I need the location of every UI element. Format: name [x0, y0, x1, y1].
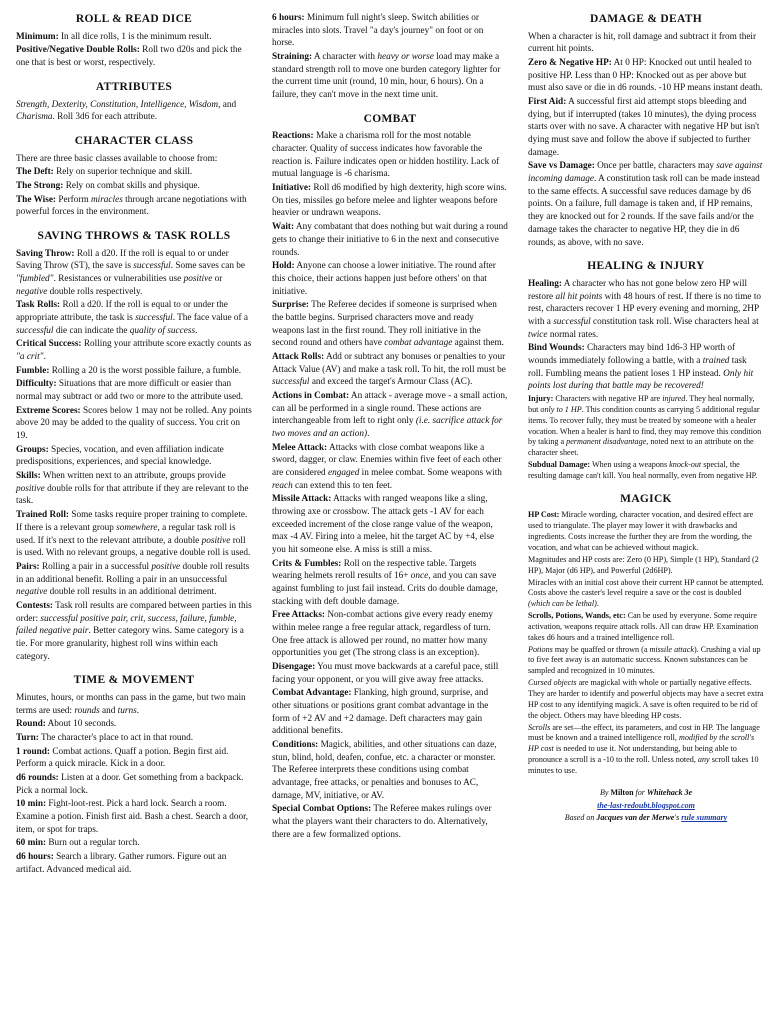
time-6-hours: 6 hours: Minimum full night's sleep. Switch abilities or miracles into slots. Travel "a day's journey" on foot or on horse. — [272, 13, 484, 49]
combat-initiative: Initiative: Roll d6 modified by high dexterity, high score wins. On ties, missiles go before melee and lighter weapons before heavier or undrawn weapons. — [272, 183, 507, 219]
rule-difficulty: Difficulty: Situations that are more difficult or easier than normal may subtract or add two or more to the attribute used. — [16, 379, 244, 403]
combat-wait: Wait: Any combatant that does nothing but wait during a round gets to change their initiative to 6 in the next and consecutive rounds. — [272, 222, 508, 258]
magick-scrolls: Scrolls are set—the effect, its parameters, and cost in HP. The language must be known and a trained intelligence roll, modified by the scroll's HP cost is needed to use it. Not understanding, but being able to pronounce a scroll is a -10 to the roll. Unless noted, any scroll takes 10 minutes to use. — [528, 722, 760, 775]
magick-cursed-objects: Cursed objects are magickal with whole or partially negative effects. They are harder to identify and powerful objects may have a secret extra HP cost to any identifying magick. A save is often required to be rid of the object. Others may have bleeding HP costs. — [528, 678, 764, 720]
combat-attack-rolls: Attack Rolls: Add or subtract any bonuses or penalties to your Attack Value (AV) and make a task roll. To hit, the roll must be successful and exceed the target's Armour Class (AC). — [272, 351, 506, 388]
class-strong: The Strong: Rely on combat skills and physique. — [16, 180, 200, 191]
credits-blog-line — [528, 800, 764, 813]
combat-actions: Actions in Combat: An attack - average move - a small action, can all be performed in a single round. These actions are interchangeable from left to right only (i.e. sacrifice attack for two moves and an action). — [272, 390, 508, 439]
rule-task-rolls: Task Rolls: Roll a d20. If the roll is equal to or under the appropriate attribute, the task is successful. The face value of a successful die can indicate the quality of success. — [16, 300, 249, 336]
class-wise: The Wise: Perform miracles through arcane negotiations with powerful forces in the environment. — [16, 194, 247, 218]
time-turn: Turn: The character's place to act in that round. — [16, 732, 194, 743]
time-intro: Minutes, hours, or months can pass in the game, but two main terms are used: rounds and turns. — [16, 692, 246, 716]
healing-injury: Injury: Characters with negative HP are injured. They heal normally, but only to 1 HP. This condition counts as carrying 5 additional regular items. To recover fully, they must be treated by someone with a healer vocation. When a healer is hard to find, they may remove this condition by taking a permanent disadvantage, noted next to an attribute on the character sheet. — [528, 393, 762, 458]
rule-trained-roll: Trained Roll: Some tasks require proper training to complete. If there is a relevant group somewhere, a regular task roll is used. If it's next to the relevant attribute, a double positive roll is used. With no relevant groups, a negative double roll is used. — [16, 510, 251, 559]
column-2 — [272, 12, 508, 842]
credits-based-line: Based on Jacques van der Merwe's rule summary — [564, 813, 728, 823]
section-title-magick: MAGICK — [620, 492, 672, 505]
time-straining: Straining: A character with heavy or worse load may make a standard strength roll to move one burden category lighter for the current time unit (round, 10 min, hour, 6 hours). On a failure, they can't move in the next time unit. — [272, 52, 501, 101]
class-deft: The Deft: Rely on superior technique and skill. — [16, 167, 193, 178]
combat-free-attacks: Free Attacks: Non-combat actions give every ready enemy within melee range a free regular attack, regardless of turn. One free attack is allowed per round, no matter how many opportunities you get (The strong class is an exception). — [272, 610, 493, 659]
rule-contests: Contests: Task roll results are compared between parties in this order: successful positive pair, crit, success, failure, fumble, failed negative pair. Better category wins. Same category is a tie. For more granularity, highest roll wins within each category. — [16, 600, 252, 662]
class-intro: There are three basic classes available to choose from: — [16, 153, 218, 164]
damage-zero-negative: Zero & Negative HP: At 0 HP: Knocked out until healed to positive HP. Less than 0 HP: Knocked out as per above but must also save or die in d6 rounds. -10 HP means instant death. — [528, 58, 763, 94]
magick-magnitudes: Magnitudes and HP costs are: Zero (0 HP), Simple (1 HP), Standard (2 HP), Major (d6 HP), and Powerful (2d6HP). — [528, 554, 759, 575]
rule-summary-link[interactable]: rule summary — [681, 813, 728, 823]
damage-save-vs-damage: Save vs Damage: Once per battle, characters may save against incoming damage. A constitution task roll can be made instead to the same effects. A successful save reduces damage by d6 points. On a failure, full damage is taken and, if HP remains, they are knocked out for 2 rounds. If the save fails and/or the damage takes the character to negative HP, they die in d6 rounds, as above, with no save. — [528, 161, 763, 248]
magick-scrolls-potions-wands: Scrolls, Potions, Wands, etc: Can be used by everyone. Some require activation, weapons require attack rolls. All can draw HP. Examination takes d6 hours and a trained intelligence roll. — [528, 611, 759, 642]
time-d6-hours: d6 hours: Search a library. Gather rumors. Figure out an artifact. Advanced medical aid. — [16, 852, 227, 875]
healing-healing: Healing: A character who has not gone below zero HP will restore all hit points with 48 hours of rest. If there is no time to rest, characters recover 1 HP every evening and morning, 2HP with a successful constitution task roll. Wise characters heal at twice normal rates. — [528, 278, 762, 340]
combat-melee-attack: Melee Attack: Attacks with close combat weapons like a sword, dagger, or claw. Enemies within five feet of each other are considered engaged in melee combat. Some weapons with reach can extend this to ten feet. — [272, 442, 502, 491]
rule-double-rolls: Positive/Negative Double Rolls: Roll two d20s and pick the one that is best or worst, respectively. — [16, 45, 242, 69]
rule-critical-success: Critical Success: Rolling your attribute score exactly counts as "a crit". — [16, 339, 252, 363]
time-60-min: 60 min: Burn out a regular torch. — [16, 838, 140, 849]
time-10-min: 10 min: Fight-loot-rest. Pick a hard lock. Search a room. Examine a potion. Finish first aid. Bash a chest. Search a door, item, or spot for traps. — [16, 799, 249, 835]
rule-saving-throw: Saving Throw: Roll a d20. If the roll is equal to or under Saving Throw (ST), the save is successful. Some saves can be "fumbled". Resistances or vulnerabilities use positive or negative double rolls respectively. — [16, 248, 246, 297]
credits — [528, 787, 764, 825]
rule-pairs: Pairs: Rolling a pair in a successful positive double roll results in an additional benefit. Rolling a pair in an unsuccessful negative double roll results in an additional detriment. — [16, 561, 250, 598]
combat-surprise: Surprise: The Referee decides if someone is surprised when the battle begins. Surprised characters move and ready weapons last in the first round. They roll initiative in the second round and others have combat advantage against them. — [272, 300, 504, 349]
section-title-time-movement: TIME & MOVEMENT — [73, 674, 195, 687]
combat-missile-attack: Missile Attack: Attacks with ranged weapons like a sling, throwing axe or crossbow. The attack gets -1 AV for each exceeded increment of the close range value of the weapon, max -4 AV. Firing into a melee, hit the target AC by +4, else you hit someone else. A miss is still a miss. — [272, 494, 495, 555]
attributes-text: Strength, Dexterity, Constitution, Intelligence, Wisdom, and Charisma. Roll 3d6 for each attribute. — [16, 99, 237, 123]
combat-crits-fumbles: Crits & Fumbles: Roll on the respective table. Targets wearing helmets reroll results of 16+ once, and you can save against fumbling to just fail instead. Crits do double damage, stacking with deft double damage. — [272, 558, 498, 607]
rule-minimum: Minimum: In all dice rolls, 1 is the minimum result. — [16, 31, 212, 42]
column-1 — [16, 12, 252, 877]
time-1-round: 1 round: Combat actions. Quaff a potion. Begin first aid. Perform a quick miracle. Kick in a door. — [16, 746, 229, 770]
healing-subdual-damage: Subdual Damage: When using a weapons knock-out special, the resulting damage can't kill. You heal normally, even from negative HP. — [528, 460, 758, 480]
combat-conditions: Conditions: Magick, abilities, and other situations can daze, stun, blind, hold, deafen, confue, etc. a character or monster. The Referee interprets these conditions using combat advantage, free attacks, or penalties and bonuses to AC, damage, MV, initiative, or AV. — [272, 740, 497, 801]
rule-groups: Groups: Species, vocation, and even affiliation indicate predispositions, experiences, and special knowledge. — [16, 444, 224, 468]
section-title-character-class: CHARACTER CLASS — [74, 134, 194, 147]
magick-potions: Potions may be quaffed or thrown (a missile attack). Crushing a vial up to five feet away is an automatic success. Known substances can be sampled and recognized in 10 minutes. — [528, 644, 761, 676]
section-title-combat: COMBAT — [363, 112, 417, 125]
rule-fumble: Fumble: Rolling a 20 is the worst possible failure, a fumble. — [16, 365, 242, 376]
combat-special-options: Special Combat Options: The Referee makes rulings over what the players want their characters to do. Alternatively, there are a few formalized options. — [272, 804, 492, 840]
section-title-attributes: ATTRIBUTES — [95, 80, 173, 93]
combat-reactions: Reactions: Make a charisma roll for the most notable character. Quality of success indicates how favorable the reaction is. Failure indicates open or hidden hostility. Lack of mutual language is -6 charisma. — [272, 131, 500, 180]
combat-advantage: Combat Advantage: Flanking, high ground, surprise, and other situations or positions grant combat advantage in the form of +2 AV and +2 damage. Deft characters may gain additional benefits. — [272, 688, 489, 737]
rule-extreme-scores: Extreme Scores: Scores below 1 may not be rolled. Any points above 20 may be added to the quality of success. You crit on 19. — [16, 405, 252, 442]
section-title-healing-injury: HEALING & INJURY — [587, 260, 705, 273]
damage-intro: When a character is hit, roll damage and subtract it from their current hit points. — [528, 31, 757, 55]
magick-initial-cost: Miracles with an initial cost above their current HP cannot be attempted. Costs above the caster's level require a save or the cost is doubled (which can be lethal). — [528, 577, 764, 609]
blog-link[interactable]: the-last-redoubt.blogspot.com — [597, 800, 695, 810]
combat-disengage: Disengage: You must move backwards at a careful pace, still facing your opponent, or you will give away free attacks. — [272, 662, 499, 685]
time-round: Round: About 10 seconds. — [16, 719, 117, 730]
magick-hp-cost: HP Cost: Miracle wording, character vocation, and desired effect are used to triangulate. The player may lower it with drawbacks and ingredients. Costs increase the further they are from the wording, the vocation, and what can be achieved without magick. — [528, 510, 754, 552]
credits-author-line: By Milton for Whitehack 3e — [600, 787, 692, 797]
rule-skills: Skills: When written next to an attribute, groups provide positive double rolls for that attribute if they are relevant to the task. — [16, 471, 249, 507]
section-title-damage-death: DAMAGE & DEATH — [590, 13, 702, 25]
column-3 — [528, 12, 764, 825]
combat-hold: Hold: Anyone can choose a lower initiative. The round after this choice, their actions happen just before others' on that initiative. — [272, 261, 496, 297]
section-title-saving-throws: SAVING THROWS & TASK ROLLS — [37, 229, 231, 242]
healing-bind-wounds: Bind Wounds: Characters may bind 1d6-3 HP worth of wounds immediately following a battle, with a trained task roll. Fumbling means the patient loses 1 HP instead. Only hit points lost during that battle may be recovered! — [528, 343, 754, 392]
section-title-roll-read-dice: ROLL & READ DICE — [75, 13, 193, 25]
time-d6-rounds: d6 rounds: Listen at a door. Get something from a backpack. Pick a normal lock. — [16, 773, 244, 796]
damage-first-aid: First Aid: A successful first aid attempt stops bleeding and dying, but if interrupted (takes 10 minutes), the dying process starts over with no save. A character with negative HP but isn't dying must save and follow the above if subjected to further damage. — [528, 97, 760, 158]
